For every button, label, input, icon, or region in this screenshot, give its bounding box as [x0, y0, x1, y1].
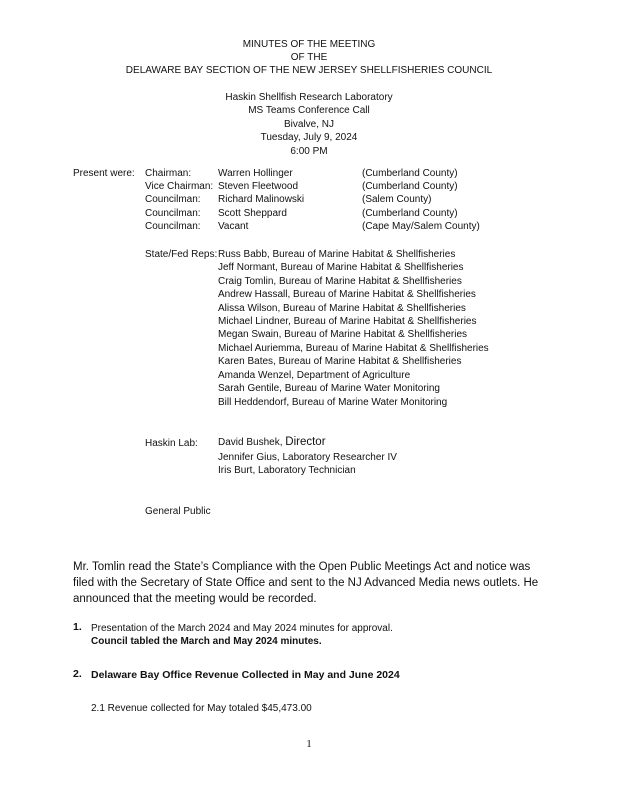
- state-rep: Megan Swain, Bureau of Marine Habitat & Shellfisheries: [218, 329, 468, 340]
- general-public-label: General Public: [145, 506, 211, 517]
- council-role: Chairman:: [145, 168, 192, 179]
- council-county: (Cape May/Salem County): [362, 221, 480, 232]
- location-place: Haskin Shellfish Research Laboratory: [225, 92, 393, 103]
- page-number: 1: [306, 738, 312, 750]
- present-label: Present were:: [73, 168, 135, 179]
- item-number: 1.: [73, 621, 82, 633]
- haskin-director-title: Director: [285, 436, 326, 448]
- council-name-entry: Scott Sheppard: [218, 208, 287, 219]
- state-rep: Craig Tomlin, Bureau of Marine Habitat & Shellfisheries: [218, 276, 462, 287]
- state-rep: Russ Babb, Bureau of Marine Habitat & Shellfisheries: [218, 249, 456, 260]
- council-role: Vice Chairman:: [145, 181, 214, 192]
- state-rep: Michael Auriemma, Bureau of Marine Habitat & Shellfisheries: [218, 343, 489, 354]
- haskin-staff: Iris Burt, Laboratory Technician: [218, 465, 356, 476]
- council-name-entry: Richard Malinowski: [218, 194, 305, 205]
- haskin-staff: Jennifer Gius, Laboratory Researcher IV: [218, 452, 397, 463]
- council-name: DELAWARE BAY SECTION OF THE NEW JERSEY SHELLFISHERIES COUNCIL: [125, 65, 493, 76]
- state-rep: Jeff Normant, Bureau of Marine Habitat & Shellfisheries: [218, 262, 464, 273]
- location-method: MS Teams Conference Call: [248, 105, 370, 116]
- state-rep: Alissa Wilson, Bureau of Marine Habitat & Shellfisheries: [218, 303, 466, 314]
- council-name-entry: Steven Fleetwood: [218, 181, 299, 192]
- minutes-title: MINUTES OF THE MEETING: [242, 39, 376, 50]
- location-town: Bivalve, NJ: [283, 119, 334, 130]
- state-rep: Amanda Wenzel, Department of Agriculture: [218, 370, 411, 381]
- council-name-entry: Warren Hollinger: [218, 168, 293, 179]
- haskin-director-name: David Bushek,: [218, 437, 286, 448]
- council-role: Councilman:: [145, 208, 201, 219]
- council-county: (Cumberland County): [362, 208, 458, 219]
- council-county: (Cumberland County): [362, 181, 458, 192]
- item-number: 2.: [73, 668, 82, 680]
- state-rep: Sarah Gentile, Bureau of Marine Water Monitoring: [218, 383, 440, 394]
- state-rep: Michael Lindner, Bureau of Marine Habitat & Shellfisheries: [218, 316, 477, 327]
- haskin-director: [218, 436, 326, 449]
- council-role: Councilman:: [145, 194, 201, 205]
- council-county: (Salem County): [362, 194, 432, 205]
- item-resolution: Council tabled the March and May 2024 minutes.: [91, 636, 322, 647]
- intro-paragraph: Mr. Tomlin read the State’s Compliance with the Open Public Meetings Act and notice was filed with the Secretary of State Office and sent to the NJ Advanced Media news outlets. He announced that the meeting would be recorded.: [73, 561, 539, 605]
- minutes-title-of: OF THE: [290, 52, 328, 63]
- council-county: (Cumberland County): [362, 168, 458, 179]
- item-text: Presentation of the March 2024 and May 2024 minutes for approval.: [91, 623, 393, 634]
- item-title: Delaware Bay Office Revenue Collected in May and June 2024: [91, 669, 400, 681]
- meeting-date: Tuesday, July 9, 2024: [260, 132, 358, 143]
- state-rep: Andrew Hassall, Bureau of Marine Habitat & Shellfisheries: [218, 289, 476, 300]
- state-rep: Bill Heddendorf, Bureau of Marine Water Monitoring: [218, 397, 448, 408]
- council-role: Councilman:: [145, 221, 201, 232]
- haskin-label: Haskin Lab:: [145, 438, 198, 449]
- state-rep: Karen Bates, Bureau of Marine Habitat & Shellfisheries: [218, 356, 462, 367]
- item-subpoint: 2.1 Revenue collected for May totaled $45,473.00: [91, 703, 312, 714]
- meeting-time: 6:00 PM: [290, 146, 328, 157]
- state-reps-label: State/Fed Reps:: [145, 249, 218, 260]
- council-name-entry: Vacant: [218, 221, 249, 232]
